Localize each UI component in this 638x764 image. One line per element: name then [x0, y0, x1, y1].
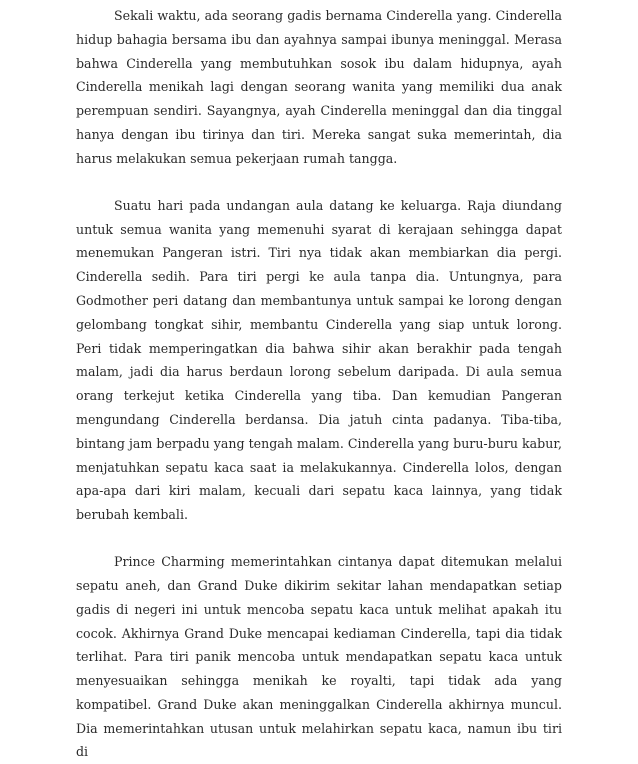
story-text — [76, 4, 562, 764]
paragraph-2: Suatu hari pada undangan aula datang ke keluarga. Raja diundang untuk semua wanita yang memenuhi syarat di kerajaan sehingga dapat menemukan Pangeran istri. Tiri nya tidak akan membiarkan dia pergi. Cinderella sedih. Para tiri pergi ke aula tanpa dia. Untungnya, para Godmother peri datang dan membantunya untuk sampai ke lorong dengan gelombang tongkat sihir, membantu Cinderella yang siap untuk lorong. Peri tidak memperingatkan dia bahwa sihir akan berakhir pada tengah malam, jadi dia harus berdaun lorong sebelum daripada. Di aula semua orang terkejut ketika Cinderella yang tiba. Dan kemudian Pangeran mengundang Cinderella berdansa. Dia jatuh cinta padanya. Tiba-tiba, bintang jam berpadu yang tengah malam. Cinderella yang buru-buru kabur, menjatuhkan sepatu kaca saat ia melakukannya. Cinderella lolos, dengan apa-apa dari kiri malam, kecuali dari sepatu kaca lainnya, yang tidak berubah kembali. — [76, 197, 562, 523]
paragraph-3: Prince Charming memerintahkan cintanya dapat ditemukan melalui sepatu aneh, dan Grand Duke dikirim sekitar lahan mendapatkan setiap gadis di negeri ini untuk mencoba sepatu kaca untuk melihat apakah itu cocok. Akhirnya Grand Duke mencapai kediaman Cinderella, tapi dia tidak terlihat. Para tiri panik mencoba untuk mendapatkan sepatu kaca untuk menyesuaikan sehingga menikah ke royalti, tapi tidak ada yang kompatibel. Grand Duke akan meninggalkan Cinderella akhirnya muncul. Dia memerintahkan utusan untuk melahirkan sepatu kaca, namun ibu tiri di — [76, 554, 562, 760]
paragraph-1: Sekali waktu, ada seorang gadis bernama Cinderella yang. Cinderella hidup bahagia bersama ibu dan ayahnya sampai ibunya meninggal. Merasa bahwa Cinderella yang membutuhkan sosok ibu dalam hidupnya, ayah Cinderella menikah lagi dengan seorang wanita yang memiliki dua anak perempuan sendiri. Sayangnya, ayah Cinderella meninggal dan dia tinggal hanya dengan ibu tirinya dan tiri. Mereka sangat suka memerintah, dia harus melakukan semua pekerjaan rumah tangga. — [76, 8, 562, 166]
